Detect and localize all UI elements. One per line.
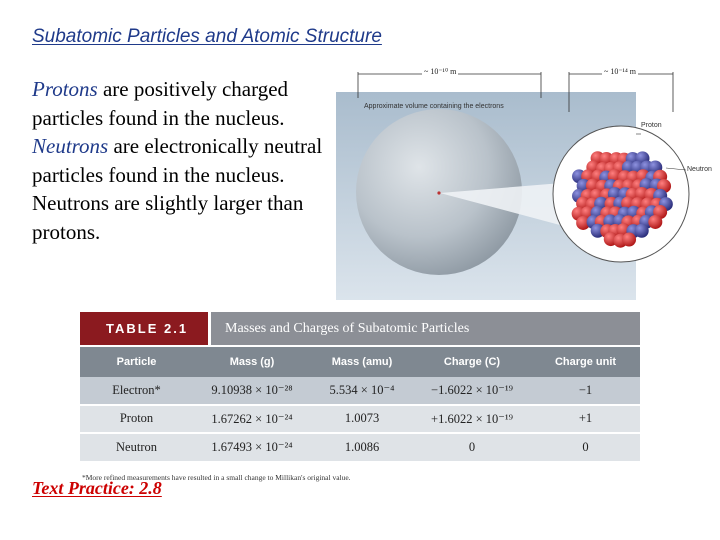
table-header-bar (80, 312, 640, 345)
header-particle: Particle (80, 347, 193, 377)
table-cell: +1 (531, 405, 640, 434)
neutrons-term: Neutrons (32, 134, 109, 158)
neutrons-description: are electronically neutral particles found in the nucleus. (32, 134, 323, 187)
table-cell: −1.6022 × 10⁻¹⁹ (413, 377, 531, 405)
table-cell: Proton (80, 405, 193, 434)
slide-title: Subatomic Particles and Atomic Structure (32, 26, 382, 47)
table-footnote: *More refined measurements have resulted in a small change to Millikan's original value. (82, 472, 351, 482)
table-cell: 5.534 × 10⁻⁴ (311, 377, 413, 405)
subatomic-particles-table (80, 347, 640, 463)
table-cell: 1.67493 × 10⁻²⁴ (193, 433, 311, 462)
header-charge-unit: Charge unit (531, 347, 640, 377)
table-2-1 (80, 312, 640, 482)
table-cell: 0 (531, 433, 640, 462)
table-cell: 1.0073 (311, 405, 413, 434)
table-number: TABLE 2.1 (80, 312, 208, 345)
table-cell: 9.10938 × 10⁻²⁸ (193, 377, 311, 405)
proton-sphere (648, 215, 662, 229)
table-cell: Electron* (80, 377, 193, 405)
header-mass-g: Mass (g) (193, 347, 311, 377)
table-cell: 1.0086 (311, 433, 413, 462)
volume-caption: Approximate volume containing the electrons (364, 103, 504, 110)
table-row-electron (80, 377, 640, 405)
neutron-label: Neutron (687, 166, 712, 173)
protons-description: are positively charged particles found in the nucleus. (32, 77, 289, 130)
table-row-neutron (80, 433, 640, 462)
table-header-row (80, 347, 640, 377)
nucleus-scale-label: ~ 10⁻¹⁴ m (604, 67, 636, 76)
table-row-proton (80, 405, 640, 434)
table-cell: 0 (413, 433, 531, 462)
table-cell: Neutron (80, 433, 193, 462)
table-cell: −1 (531, 377, 640, 405)
body-text (32, 75, 332, 246)
table-cell: 1.67262 × 10⁻²⁴ (193, 405, 311, 434)
header-charge-c: Charge (C) (413, 347, 531, 377)
protons-term: Protons (32, 77, 98, 101)
text-practice-link[interactable]: Text Practice: 2.8 (32, 478, 162, 498)
header-mass-amu: Mass (amu) (311, 347, 413, 377)
atom-scale-label: ~ 10⁻¹⁰ m (424, 67, 457, 76)
table-cell: +1.6022 × 10⁻¹⁹ (413, 405, 531, 434)
table-caption: Masses and Charges of Subatomic Particles (211, 312, 640, 345)
neutron-size-note: Neutrons are slightly larger than protons. (32, 191, 304, 244)
atom-diagram (336, 62, 720, 300)
proton-label: Proton (641, 122, 662, 129)
atom-structure-figure (336, 62, 720, 300)
proton-sphere (622, 233, 636, 247)
neutron-sphere (635, 224, 649, 238)
